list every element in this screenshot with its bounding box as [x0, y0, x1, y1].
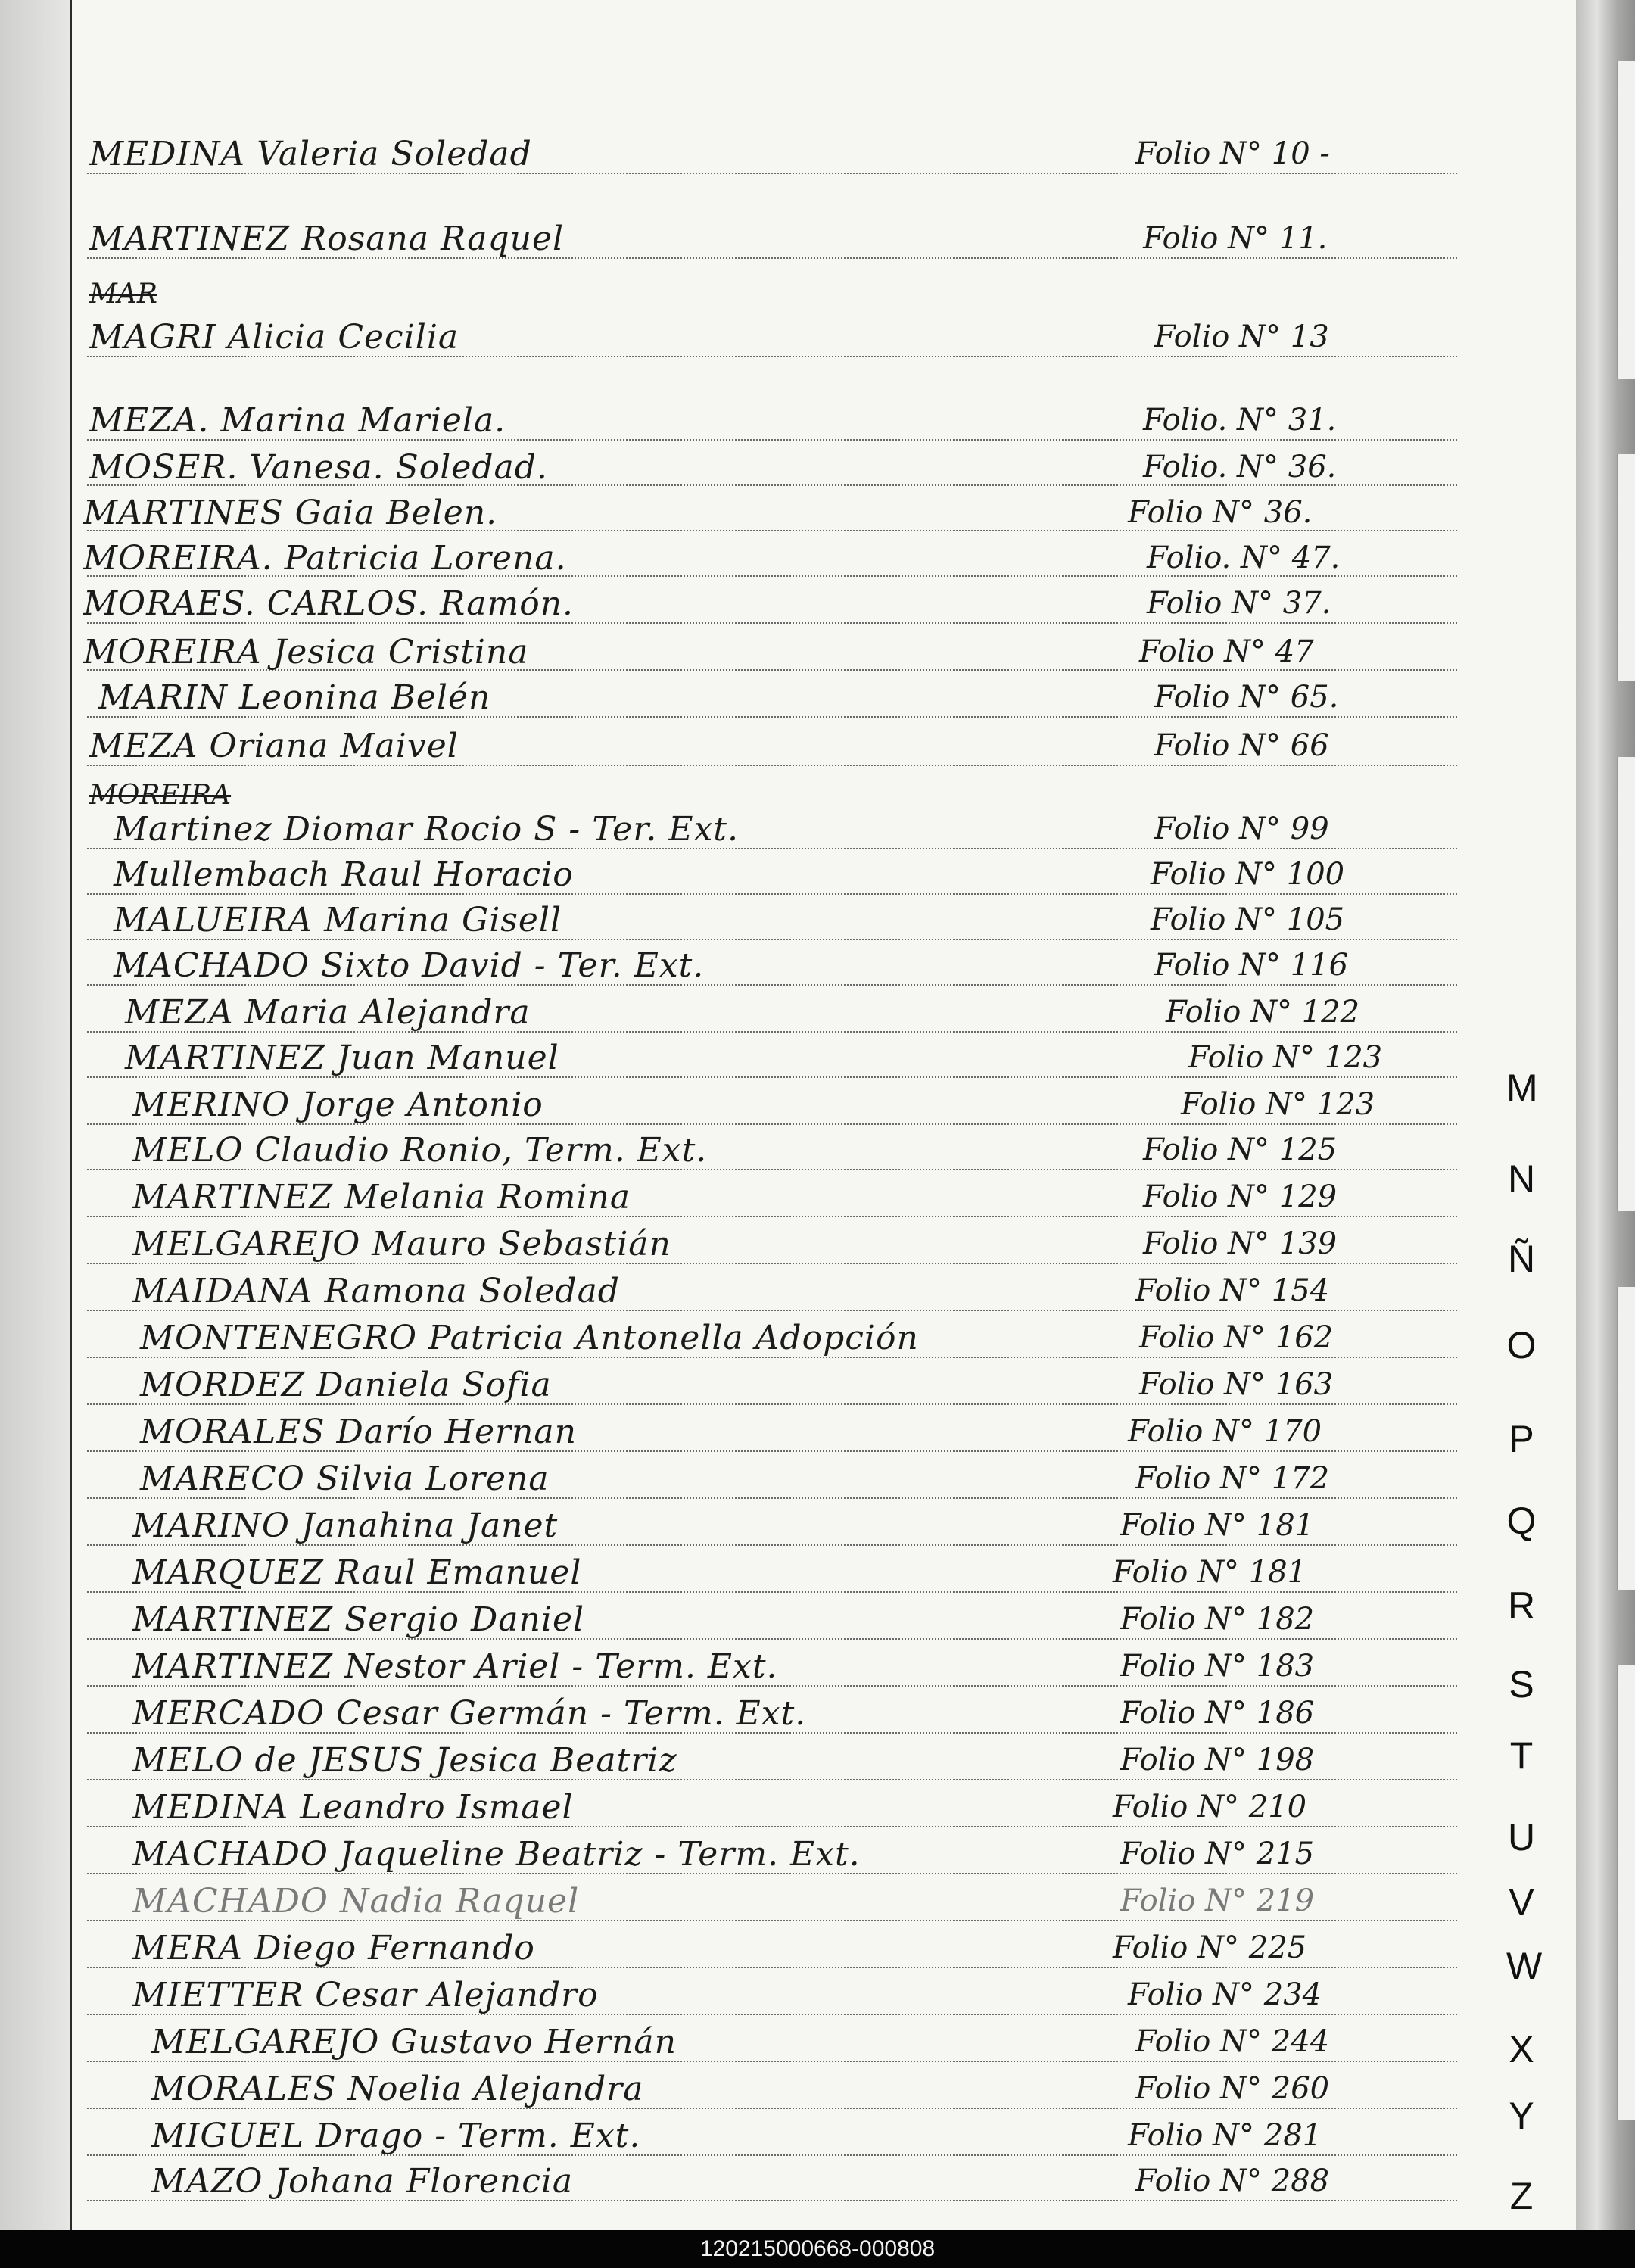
index-tab-w[interactable]: W: [1506, 1945, 1543, 1987]
index-tab-o[interactable]: O: [1506, 1324, 1537, 1366]
entry-folio: Folio N° 47: [1139, 634, 1314, 669]
entry-folio: Folio N° 123: [1188, 1040, 1383, 1075]
entry-name: MARTINES Gaia Belen.: [83, 494, 498, 532]
entry-folio: Folio N° 122: [1166, 995, 1360, 1030]
struck-entry: MAR: [89, 279, 157, 310]
entry-name: MEDINA Valeria Soledad: [89, 135, 532, 173]
struck-entry: MOREIRA: [89, 780, 232, 811]
entry-name: MARECO Silvia Lorena: [140, 1460, 550, 1498]
entry-folio: Folio N° 162: [1139, 1320, 1334, 1355]
document-id-footer: 120215000668-000808: [0, 2230, 1635, 2268]
entry-folio: Folio. N° 31.: [1143, 403, 1337, 438]
entry-folio: Folio. N° 36.: [1143, 450, 1337, 484]
entry-name: MARTINEZ Melania Romina: [132, 1178, 631, 1217]
entry-folio: Folio N° 13: [1154, 319, 1329, 354]
entry-folio: Folio N° 225: [1113, 1930, 1307, 1965]
entry-name: MAIDANA Ramona Soledad: [132, 1272, 620, 1310]
entry-name: MEZA Oriana Maivel: [89, 727, 459, 765]
entry-folio: Folio N° 215: [1120, 1837, 1315, 1871]
entry-name: MONTENEGRO Patricia Antonella Adopción: [140, 1319, 919, 1357]
entry-name: MAZO Johana Florencia: [151, 2162, 574, 2201]
entry-folio: Folio N° 37.: [1147, 586, 1331, 621]
page-edge-strip: [1617, 61, 1635, 379]
entry-folio: Folio N° 139: [1143, 1226, 1338, 1261]
entry-name: MORDEZ Daniela Sofia: [140, 1366, 552, 1404]
entry-name: MALUEIRA Marina Gisell: [114, 901, 562, 939]
entry-folio: Folio N° 123: [1181, 1087, 1375, 1122]
entry-name: MARIN Leonina Belén: [98, 678, 491, 717]
entry-folio: Folio N° 234: [1128, 1977, 1322, 2012]
entry-folio: Folio N° 182: [1120, 1602, 1315, 1637]
entry-folio: Folio N° 36.: [1128, 495, 1313, 530]
index-tab-t[interactable]: T: [1509, 1734, 1534, 1777]
entry-folio: Folio N° 116: [1154, 948, 1349, 983]
index-tab-v[interactable]: V: [1509, 1881, 1534, 1924]
index-tab-m[interactable]: M: [1506, 1067, 1538, 1109]
entry-folio: Folio N° 154: [1135, 1273, 1330, 1308]
entry-name: MELGAREJO Gustavo Hernán: [151, 2023, 677, 2061]
entry-name: MACHADO Jaqueline Beatriz - Term. Ext.: [132, 1835, 861, 1874]
entry-name: MACHADO Nadia Raquel: [132, 1882, 580, 1921]
index-tab-n[interactable]: N: [1507, 1157, 1536, 1200]
index-tab-u[interactable]: U: [1507, 1816, 1536, 1858]
index-tab-x[interactable]: X: [1509, 2028, 1534, 2070]
entry-name: MEZA. Marina Mariela.: [89, 401, 506, 440]
entry-name: MEZA Maria Alejandra: [125, 993, 531, 1032]
index-tab-z[interactable]: Z: [1509, 2175, 1534, 2217]
entry-folio: Folio N° 210: [1113, 1790, 1307, 1824]
entry-name: MORALES Noelia Alejandra: [151, 2070, 644, 2108]
entry-name: MERINO Jorge Antonio: [132, 1086, 543, 1124]
entry-name: MOSER. Vanesa. Soledad.: [89, 448, 548, 487]
entry-folio: Folio N° 66: [1154, 728, 1329, 763]
entry-folio: Folio N° 244: [1135, 2024, 1330, 2059]
entry-name: MEDINA Leandro Ismael: [132, 1788, 574, 1827]
page-edge-strip: [1617, 757, 1635, 1211]
index-tab-ñ[interactable]: Ñ: [1507, 1238, 1536, 1280]
entry-name: MERA Diego Fernando: [132, 1929, 535, 1967]
entry-name: MIETTER Cesar Alejandro: [132, 1976, 599, 2014]
entry-name: MAGRI Alicia Cecilia: [89, 318, 459, 357]
entry-name: MELO de JESUS Jesica Beatriz: [132, 1741, 677, 1780]
entry-folio: Folio N° 181: [1120, 1508, 1315, 1543]
entry-name: Mullembach Raul Horacio: [114, 855, 574, 894]
entry-folio: Folio N° 125: [1143, 1132, 1338, 1167]
entry-folio: Folio N° 10 -: [1135, 136, 1330, 171]
index-tab-y[interactable]: Y: [1509, 2095, 1534, 2137]
entry-folio: Folio N° 11.: [1143, 221, 1328, 256]
entry-name: MARQUEZ Raul Emanuel: [132, 1553, 582, 1592]
entry-name: Martinez Diomar Rocio S - Ter. Ext.: [114, 810, 739, 849]
entry-folio: Folio N° 288: [1135, 2164, 1330, 2198]
entry-folio: Folio N° 281: [1128, 2118, 1322, 2153]
entry-name: MARTINEZ Rosana Raquel: [89, 220, 565, 258]
entry-name: MOREIRA Jesica Cristina: [83, 633, 529, 671]
entry-folio: Folio N° 100: [1151, 857, 1345, 892]
entry-folio: Folio N° 105: [1151, 902, 1345, 937]
entry-folio: Folio N° 163: [1139, 1367, 1334, 1402]
entry-name: MELO Claudio Ronio, Term. Ext.: [132, 1131, 708, 1170]
page-edge-strip: [1617, 454, 1635, 681]
entry-folio: Folio N° 65.: [1154, 680, 1339, 715]
index-tab-p[interactable]: P: [1509, 1418, 1534, 1460]
entry-folio: Folio N° 219: [1120, 1883, 1315, 1918]
entry-folio: Folio N° 183: [1120, 1649, 1315, 1684]
entry-name: MORAES. CARLOS. Ramón.: [83, 584, 575, 623]
entry-folio: Folio N° 129: [1143, 1179, 1338, 1214]
entry-name: MARTINEZ Sergio Daniel: [132, 1600, 585, 1639]
entry-folio: Folio N° 198: [1120, 1743, 1315, 1777]
book-edge: [1576, 0, 1635, 2230]
entry-name: MORALES Darío Hernan: [140, 1413, 577, 1451]
index-tab-r[interactable]: R: [1507, 1584, 1536, 1627]
index-tab-q[interactable]: Q: [1506, 1500, 1537, 1542]
entry-folio: Folio N° 181: [1113, 1555, 1307, 1590]
entry-name: MIGUEL Drago - Term. Ext.: [151, 2117, 641, 2155]
entry-name: MERCADO Cesar Germán - Term. Ext.: [132, 1694, 807, 1733]
entry-name: MARINO Janahina Janet: [132, 1506, 559, 1545]
entry-name: MOREIRA. Patricia Lorena.: [83, 539, 567, 578]
page-edge-strip: [1617, 1665, 1635, 2120]
index-tab-s[interactable]: S: [1509, 1663, 1534, 1706]
left-margin: [0, 0, 70, 2230]
entry-name: MACHADO Sixto David - Ter. Ext.: [114, 946, 705, 985]
page-edge-strip: [1617, 1287, 1635, 1590]
entry-name: MARTINEZ Juan Manuel: [125, 1039, 559, 1077]
entry-name: MELGAREJO Mauro Sebastián: [132, 1225, 671, 1263]
entry-folio: Folio N° 170: [1128, 1414, 1322, 1449]
entry-name: MARTINEZ Nestor Ariel - Term. Ext.: [132, 1647, 778, 1686]
entry-folio: Folio N° 172: [1135, 1461, 1330, 1496]
entry-folio: Folio. N° 47.: [1147, 541, 1341, 575]
entry-folio: Folio N° 186: [1120, 1696, 1315, 1731]
entry-folio: Folio N° 260: [1135, 2071, 1330, 2106]
entry-folio: Folio N° 99: [1154, 812, 1329, 846]
